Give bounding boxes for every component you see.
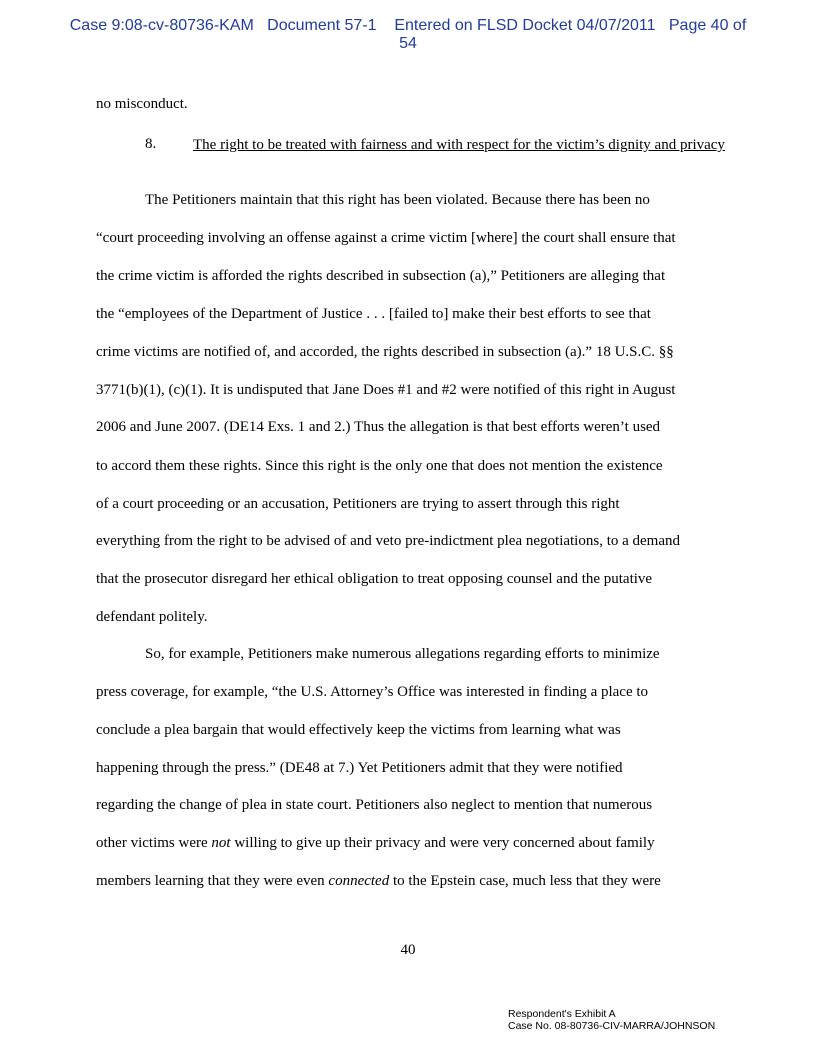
paragraph-line: 2006 and June 2007. (DE14 Exs. 1 and 2.) Thus the allegation is that best efforts weren’t used <box>96 419 661 435</box>
text-run: members learning that they were even <box>96 873 329 889</box>
paragraph-line: the “employees of the Department of Justice . . . [failed to] make their best efforts to see that <box>96 306 651 322</box>
exhibit-stamp <box>508 1008 715 1032</box>
paragraph-line <box>96 835 655 852</box>
paragraph-line: the crime victim is afforded the rights described in subsection (a),” Petitioners are alleging that <box>96 268 666 284</box>
text-run: willing to give up their privacy and were very concerned about family <box>230 835 655 851</box>
paragraph-line: press coverage, for example, “the U.S. Attorney’s Office was interested in finding a place to <box>96 684 649 700</box>
paragraph-line: The Petitioners maintain that this right has been violated. Because there has been no <box>145 192 650 208</box>
paragraph-line: crime victims are notified of, and accorded, the rights described in subsection (a).” 18 U.S.C. §§ <box>96 344 674 360</box>
section-heading: The right to be treated with fairness and with respect for the victim’s dignity and privacy <box>193 137 725 153</box>
paragraph-line: conclude a plea bargain that would effectively keep the victims from learning what was <box>96 722 621 738</box>
paragraph-line: regarding the change of plea in state court. Petitioners also neglect to mention that numerous <box>96 797 653 813</box>
emphasis: not <box>211 835 231 851</box>
text-run: to the Epstein case, much less that they were <box>389 873 661 889</box>
docket-header-line: Case 9:08-cv-80736-KAM Document 57-1 Entered on FLSD Docket 04/07/2011 Page 40 of <box>69 17 747 34</box>
exhibit-case-number: Case No. 08-80736-CIV-MARRA/JOHNSON <box>508 1020 716 1032</box>
section-number: 8. <box>145 136 157 152</box>
paragraph-line: to accord them these rights. Since this right is the only one that does not mention the existence <box>96 458 663 474</box>
paragraph-line: of a court proceeding or an accusation, Petitioners are trying to assert through this right <box>96 496 620 512</box>
paragraph-line <box>96 873 661 890</box>
paragraph-line: 3771(b)(1), (c)(1). It is undisputed that Jane Does #1 and #2 were notified of this right in August <box>96 382 676 398</box>
paragraph-line: that the prosecutor disregard her ethical obligation to treat opposing counsel and the putative <box>96 571 653 587</box>
exhibit-label: Respondent's Exhibit A <box>508 1008 616 1020</box>
paragraph-line: happening through the press.” (DE48 at 7.) Yet Petitioners admit that they were notified <box>96 760 623 776</box>
paragraph-line: everything from the right to be advised of and veto pre-indictment plea negotiations, to a demand <box>96 533 680 549</box>
paragraph-line: “court proceeding involving an offense against a crime victim [where] the court shall ensure that <box>96 230 676 246</box>
continuation-line: no misconduct. <box>96 96 188 112</box>
docket-header <box>40 17 776 53</box>
docket-header-page-total: 54 <box>399 35 417 52</box>
paragraph-line: defendant politely. <box>96 609 208 625</box>
text-run: other victims were <box>96 835 212 851</box>
paragraph-line: So, for example, Petitioners make numerous allegations regarding efforts to minimize <box>145 646 660 662</box>
page-number: 40 <box>400 942 416 958</box>
emphasis: connected <box>328 873 390 889</box>
